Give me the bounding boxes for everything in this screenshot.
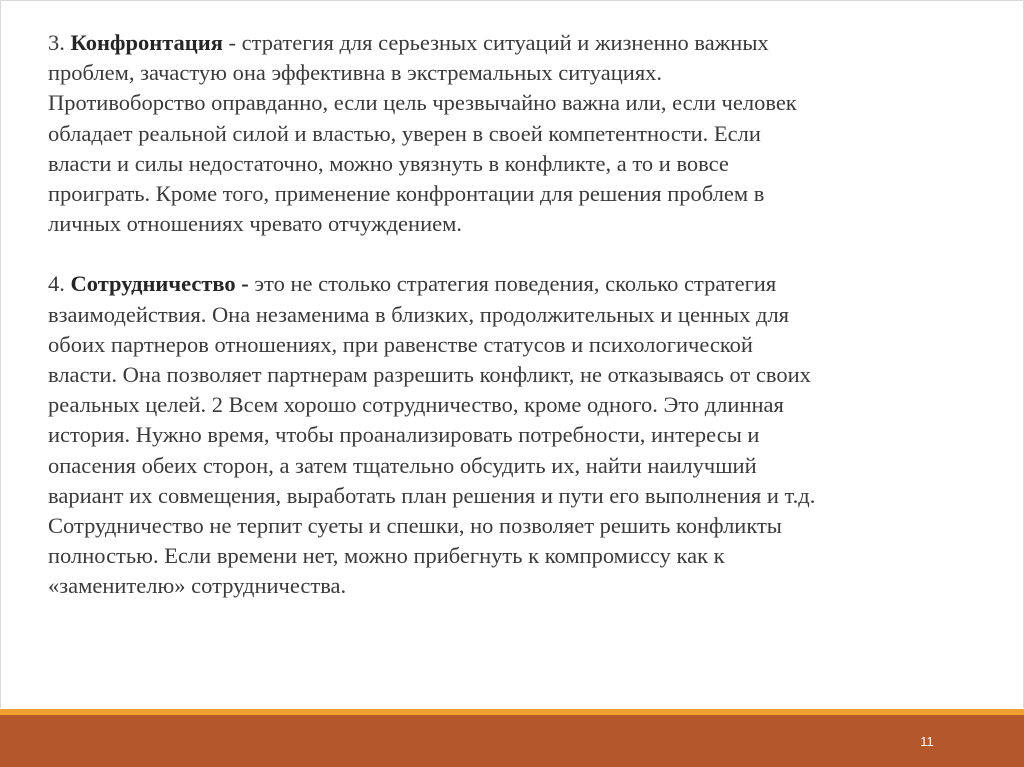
definition-text: - стратегия для серьезных ситуаций и жизненно важных (222, 30, 769, 55)
term-cooperation: Сотрудничество - (70, 271, 249, 297)
paragraph-line: история. Нужно время, чтобы проанализировать потребности, интересы и (48, 422, 760, 448)
paragraph-confrontation (48, 28, 948, 239)
paragraph-line: власти. Она позволяет партнерам разрешить конфликт, не отказываясь от своих (48, 362, 811, 388)
paragraph-line: проблем, зачастую она эффективна в экстремальных ситуациях. (48, 60, 663, 86)
paragraph-cooperation (48, 269, 948, 601)
page-number: 11 (920, 734, 934, 749)
paragraph-line: опасения обеих сторон, а затем тщательно обсудить их, найти наилучший (48, 452, 757, 478)
term-confrontation: Конфронтация (70, 30, 223, 55)
paragraph-line: Противоборство оправданно, если цель чрезвычайно важна или, если человек (48, 90, 797, 116)
paragraph-line: вариант их совмещения, выработать план решения и пути его выполнения и т.д. (48, 482, 816, 508)
paragraph-line: Сотрудничество не терпит суеты и спешки, но позволяет решить конфликты (48, 513, 782, 539)
paragraph-line: проиграть. Кроме того, применение конфронтации для решения проблем в (48, 181, 765, 207)
paragraph-line: личных отношениях чревато отчуждением. (48, 211, 462, 237)
item-number: 4. (48, 271, 71, 297)
footer-bar (0, 715, 1024, 767)
paragraph-line: «заменителю» сотрудничества. (48, 573, 347, 599)
paragraph-line: реальных целей. 2 Всем хорошо сотрудничество, кроме одного. Это длинная (48, 392, 784, 418)
paragraph-line: полностью. Если времени нет, можно прибегнуть к компромиссу как к (48, 543, 725, 569)
paragraph-line: взаимодействия. Она незаменима в близких, продолжительных и ценных для (48, 301, 790, 327)
slide-body (48, 28, 948, 602)
paragraph-line (48, 269, 948, 299)
paragraph-line: обладает реальной силой и властью, уверен в своей компетентности. Если (48, 120, 761, 146)
definition-text: это не столько стратегия поведения, сколько стратегия (248, 271, 777, 297)
paragraph-line: власти и силы недостаточно, можно увязнуть в конфликте, а то и вовсе (48, 150, 729, 176)
item-number: 3. (48, 30, 71, 55)
paragraph-gap (48, 239, 948, 269)
paragraph-line (48, 28, 948, 58)
paragraph-line: обоих партнеров отношениях, при равенстве статусов и психологической (48, 331, 753, 357)
